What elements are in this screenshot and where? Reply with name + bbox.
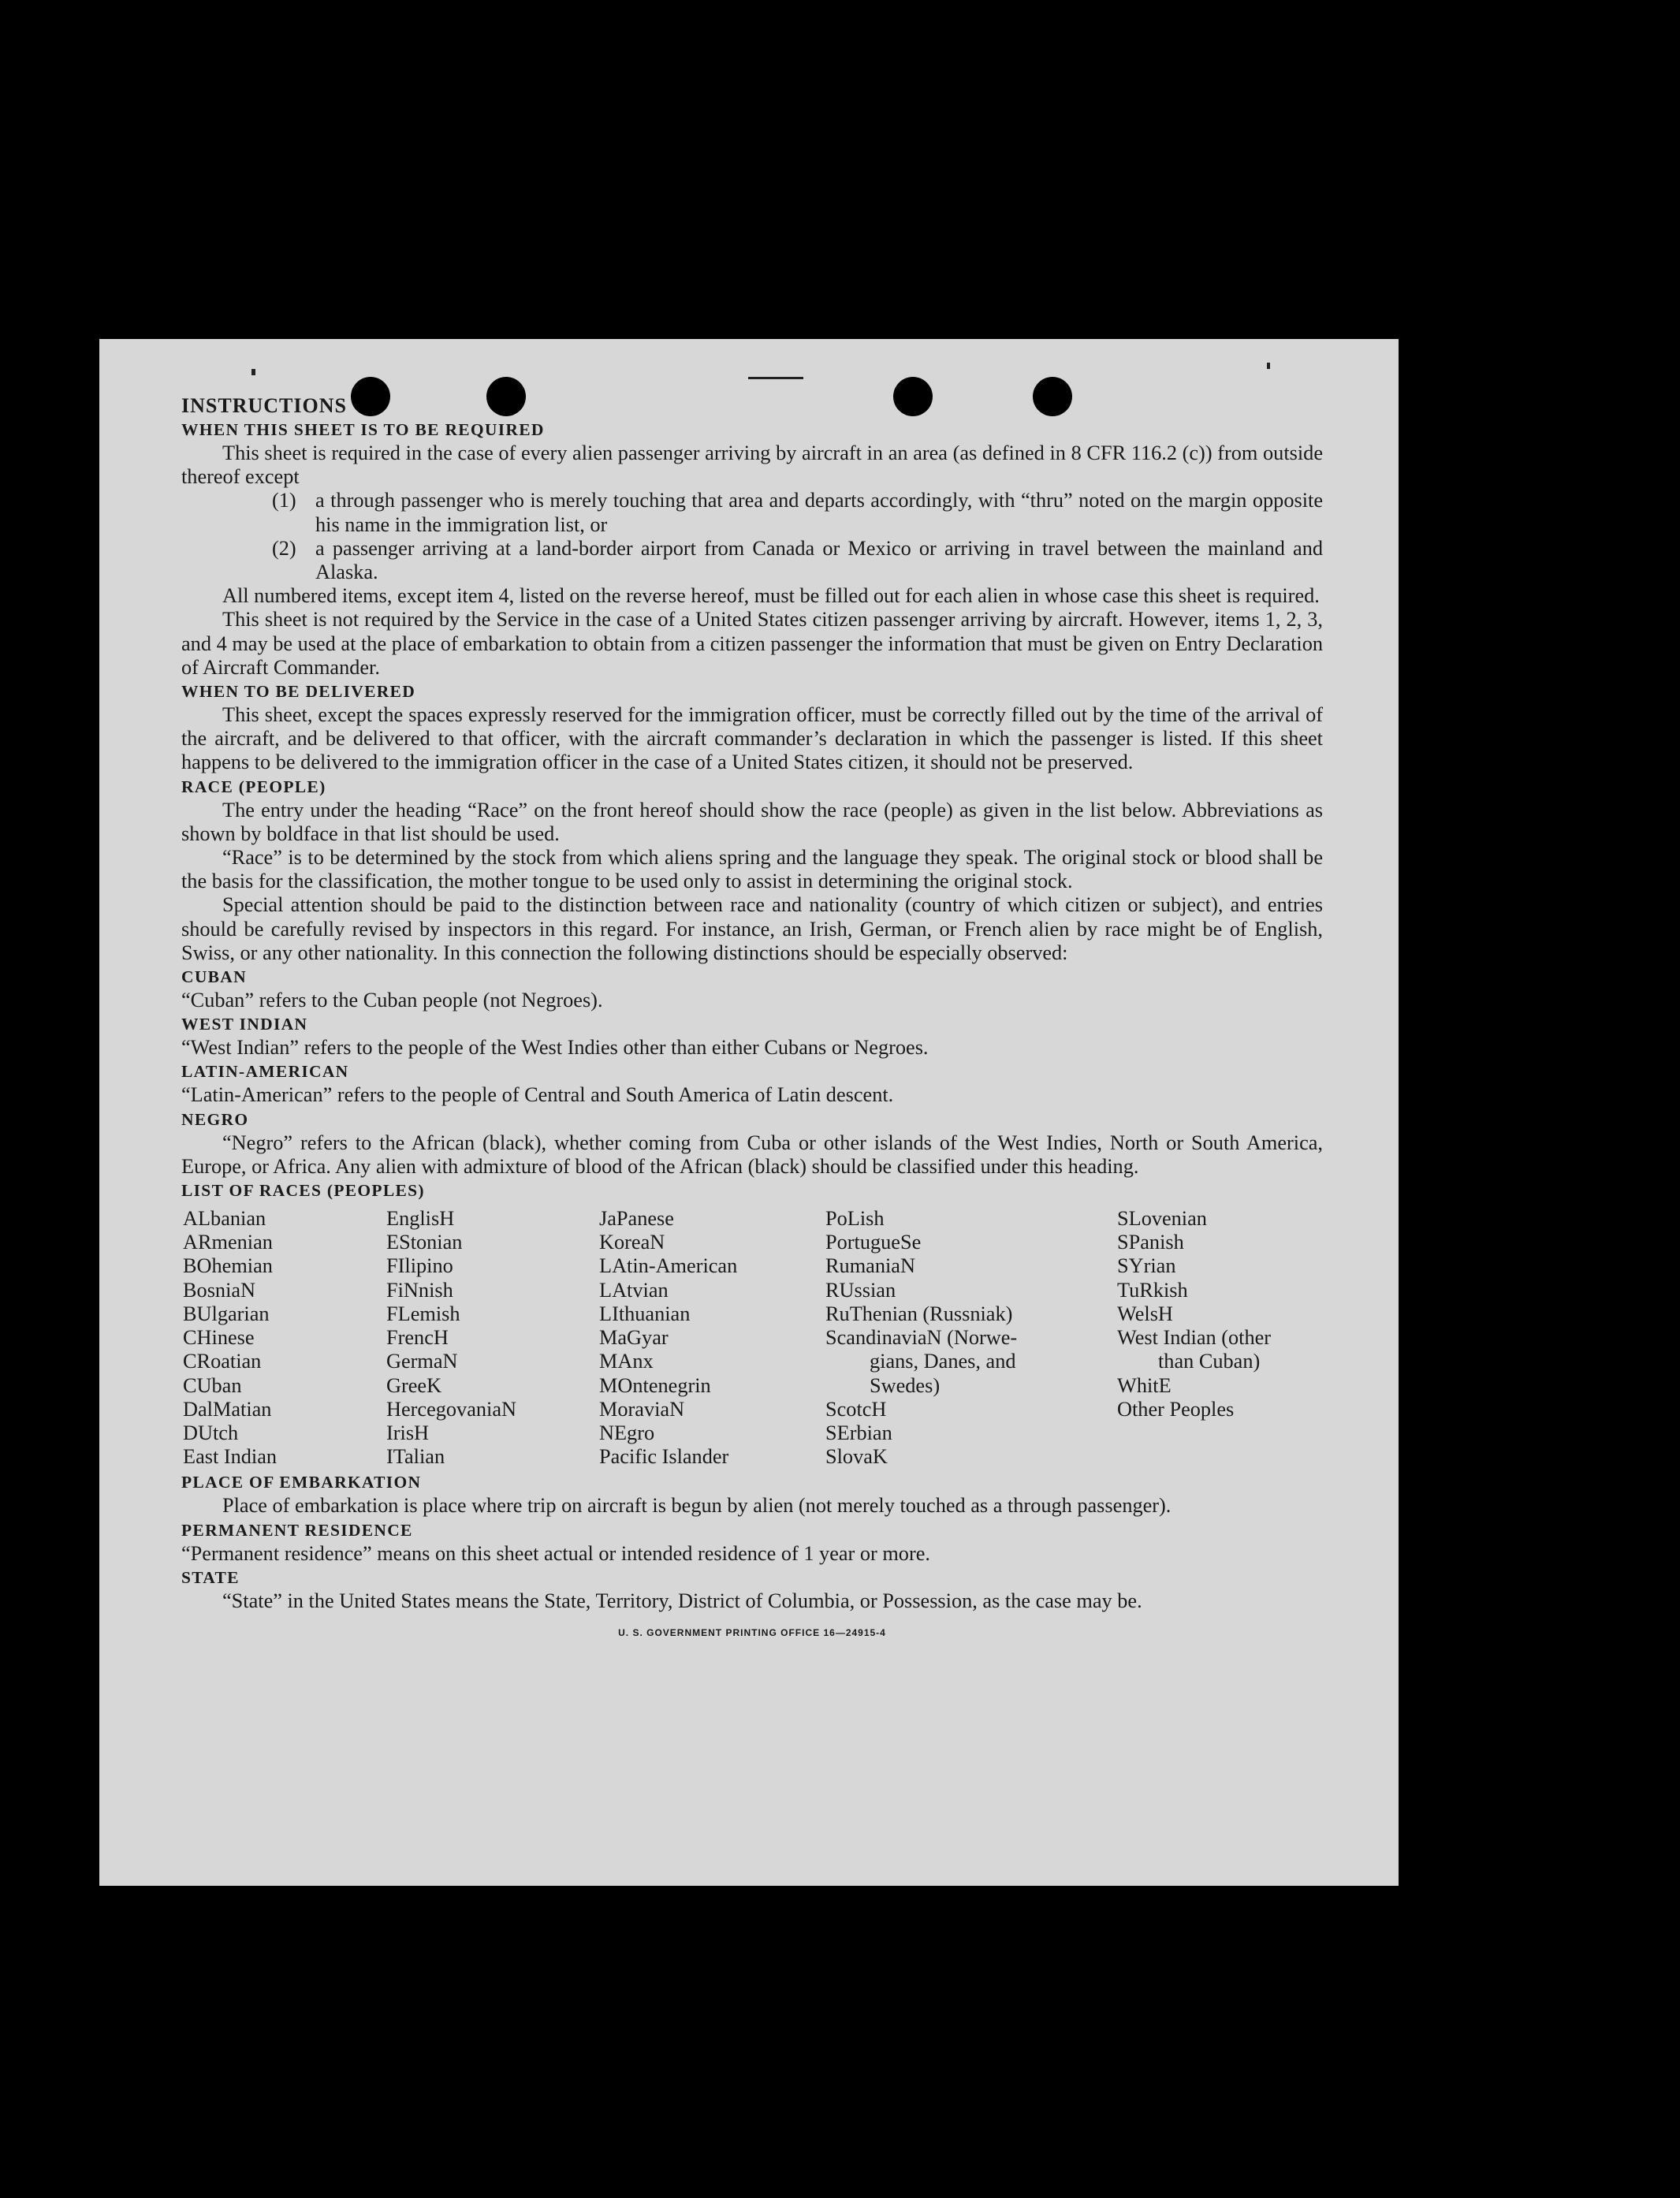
section-heading: PLACE OF EMBARKATION [181,1473,422,1492]
race-entry: WelsH [1117,1302,1173,1325]
race-column [599,1207,825,1469]
race-entry: GreeK [386,1373,442,1397]
list-item [272,537,1323,584]
paragraph: This sheet, except the spaces expressly reserved for the immigration officer, must be correctly filled out by the time of the arrival of the aircraft, and be delivered to that officer, with the aircraft commander’s declaration in which the passenger is listed. If this sheet happens to be delivered to the immigration officer in the case of a United States citizen, it should not be preserved. [181,703,1323,774]
race-entry: Pacific Islander [599,1445,729,1469]
ink-speck [748,377,803,379]
race-entry: FIlipino [386,1254,453,1278]
paragraph: “Negro” refers to the African (black), whether coming from Cuba or other islands of the West Indies, North or South America, Europe, or Africa. Any alien with admixture of blood of the African (black) should be classified under this heading. [181,1131,1323,1178]
race-column [825,1207,1117,1469]
race-entry: SlovaK [825,1445,888,1469]
list-item [272,489,1323,536]
race-entry: than Cuban) [1158,1350,1261,1373]
section-heading: LIST OF RACES (PEOPLES) [181,1181,425,1201]
race-list [183,1207,1323,1469]
ink-speck [1267,363,1270,369]
race-entry: Swedes) [870,1373,941,1397]
section-heading: NEGRO [181,1109,249,1129]
paragraph: “Latin-American” refers to the people of Central and South America of Latin descent. [181,1083,894,1107]
race-entry: LIthuanian [599,1302,691,1325]
race-entry: IrisH [386,1421,430,1444]
race-entry: FiNnish [386,1278,453,1302]
paragraph: “State” in the United States means the State, Territory, District of Columbia, or Possession, as the case may be. [222,1589,1142,1612]
race-entry: LAtin-American [599,1254,738,1278]
race-entry: ALbanian [183,1207,266,1231]
paragraph: All numbered items, except item 4, listed on the reverse hereof, must be filled out for each alien in whose case this sheet is required. [222,584,1320,608]
instructions-content [181,394,1323,1645]
race-entry: FLemish [386,1302,460,1325]
paragraph: Special attention should be paid to the distinction between race and nationality (country of which citizen or subject), and entries should be carefully revised by inspectors in this regard. For instance, an Irish, German, or French alien by race might be of English, Swiss, or any other nationality. In this connection the following distinctions should be especially observed: [181,893,1323,964]
item-number: (2) [272,536,296,560]
race-entry: WhitE [1117,1373,1172,1397]
paragraph: This sheet is required in the case of every alien passenger arriving by aircraft in an area (as defined in 8 CFR 116.2 (c)) from outside thereof except [181,441,1323,489]
race-entry: ScandinaviaN (Norwe- [825,1326,1018,1350]
race-entry: SYrian [1117,1254,1176,1278]
race-entry: FrencH [386,1326,449,1350]
race-entry: RumaniaN [825,1254,915,1278]
race-entry: CRoatian [183,1350,262,1373]
race-entry: SLovenian [1117,1207,1207,1231]
race-entry: HercegovaniaN [386,1397,516,1421]
race-column [1117,1207,1323,1469]
paragraph: The entry under the heading “Race” on the front hereof should show the race (people) as given in the list below. Abbreviations as shown by boldface in that list should be used. [181,798,1323,845]
paragraph: Place of embarkation is place where trip on aircraft is begun by alien (not merely touched as a through passenger). [222,1494,1172,1518]
section-heading: LATIN-AMERICAN [181,1062,349,1082]
race-entry: DalMatian [183,1397,272,1421]
race-entry: BOhemian [183,1254,273,1278]
race-entry: DUtch [183,1421,239,1444]
race-entry: EStonian [386,1231,463,1254]
section-heading: WEST INDIAN [181,1015,308,1034]
race-entry: ScotcH [825,1397,887,1421]
race-entry: RuThenian (Russniak) [825,1302,1013,1325]
section-heading: RACE (PEOPLE) [181,777,326,796]
race-entry: TuRkish [1117,1278,1188,1302]
race-entry: PortugueSe [825,1231,922,1254]
race-entry: GermaN [386,1350,458,1373]
race-entry: LAtvian [599,1278,669,1302]
race-entry: BUlgarian [183,1302,270,1325]
document-sheet [99,339,1399,1886]
race-entry: Other Peoples [1117,1397,1235,1421]
paragraph: “Race” is to be determined by the stock from which aliens spring and the language they speak. The original stock or blood shall be the basis for the classification, the mother tongue to be used only to assist in determining the original stock. [181,846,1323,893]
section-heading: WHEN TO BE DELIVERED [181,682,416,702]
page-title: INSTRUCTIONS [181,394,347,417]
paragraph: This sheet is not required by the Service in the case of a United States citizen passenger arriving by aircraft. However, items 1, 2, 3, and 4 may be used at the place of embarkation to obtain from a citizen passenger the information that must be given on Entry Declaration of Aircraft Commander. [181,608,1323,679]
race-entry: RUssian [825,1278,896,1302]
race-entry: gians, Danes, and [870,1350,1016,1373]
race-entry: NEgro [599,1421,655,1444]
race-entry: JaPanese [599,1207,674,1231]
race-entry: MaGyar [599,1326,669,1350]
item-number: (1) [272,489,296,512]
race-entry: ARmenian [183,1231,273,1254]
printer-imprint: U. S. GOVERNMENT PRINTING OFFICE 16—24915-4 [618,1626,886,1638]
race-column [183,1207,386,1469]
race-entry: MOntenegrin [599,1373,711,1397]
section-heading: PERMANENT RESIDENCE [181,1520,413,1540]
race-entry: EnglisH [386,1207,455,1231]
race-entry: KoreaN [599,1231,665,1254]
race-column [386,1207,599,1469]
race-entry: ITalian [386,1445,445,1469]
race-entry: SPanish [1117,1231,1184,1254]
section-heading: CUBAN [181,967,247,987]
section-heading: STATE [181,1567,240,1587]
paragraph: “West Indian” refers to the people of the West Indies other than either Cubans or Negroes. [181,1036,929,1060]
race-entry: CHinese [183,1326,255,1350]
paragraph: “Cuban” refers to the Cuban people (not Negroes). [181,989,603,1012]
race-entry: MAnx [599,1350,654,1373]
race-entry: SErbian [825,1421,892,1444]
race-entry: CUban [183,1373,242,1397]
race-entry: East Indian [183,1445,278,1469]
section-heading: WHEN THIS SHEET IS TO BE REQUIRED [181,420,545,439]
ink-speck [251,369,255,375]
paragraph: “Permanent residence” means on this sheet actual or intended residence of 1 year or more. [181,1541,930,1565]
race-entry: MoraviaN [599,1397,685,1421]
race-entry: BosniaN [183,1278,256,1302]
race-entry: West Indian (other [1117,1326,1272,1350]
race-entry: PoLish [825,1207,885,1231]
item-text: a through passenger who is merely touching that area and departs accordingly, with “thru” noted on the margin opposite his name in the immigration list, or [315,489,1323,536]
item-text: a passenger arriving at a land-border airport from Canada or Mexico or arriving in travel between the mainland and Alaska. [315,536,1323,584]
